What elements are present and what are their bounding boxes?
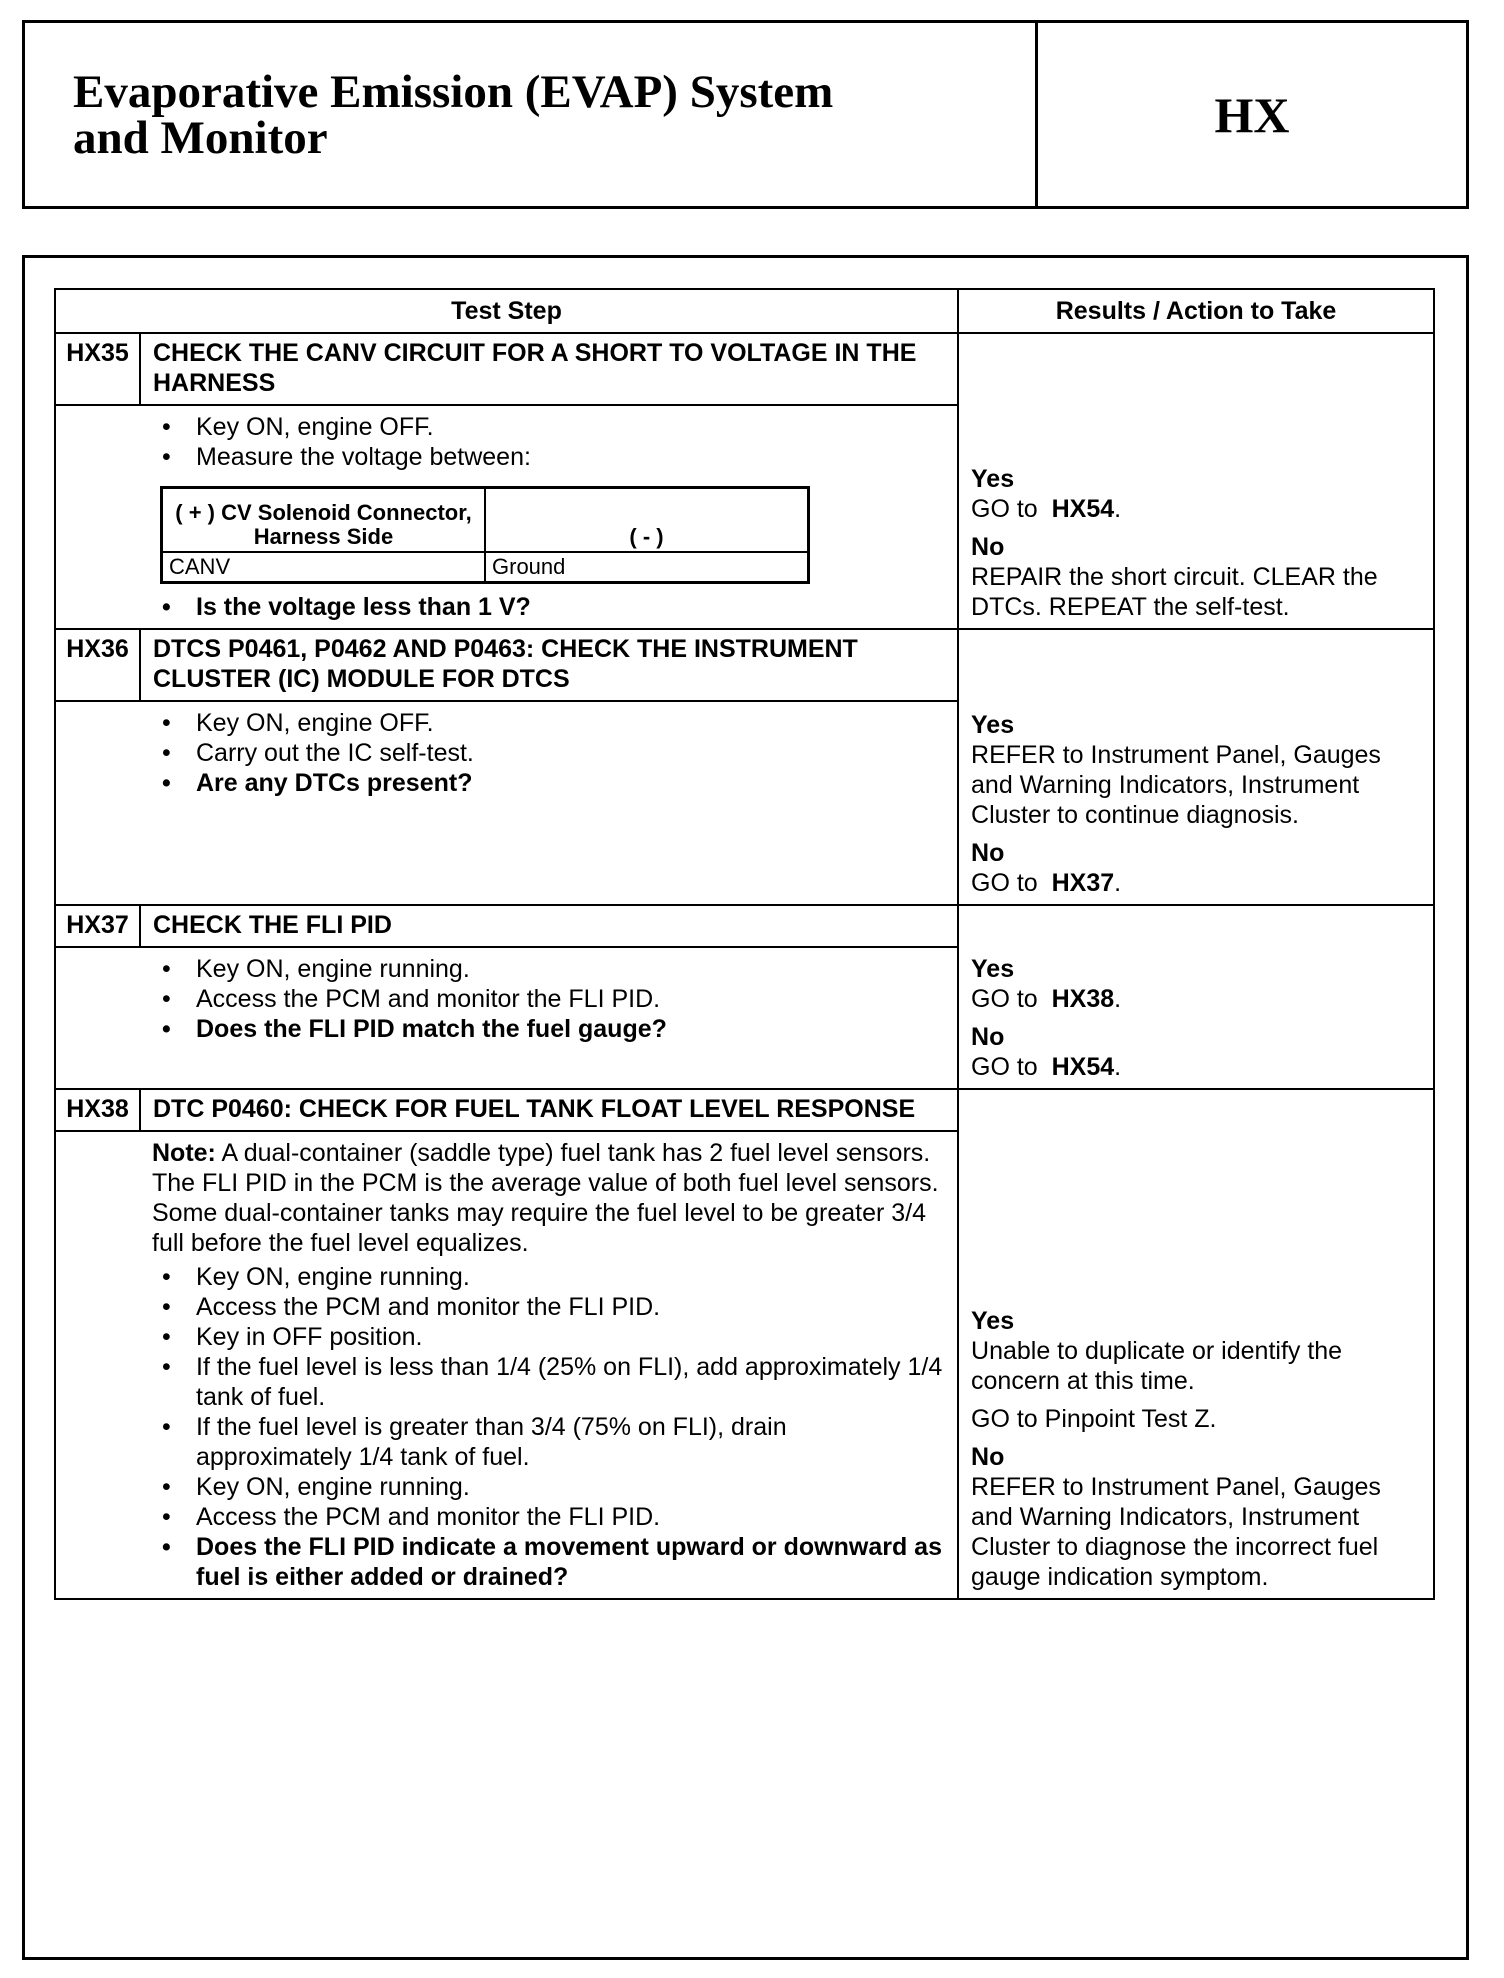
step-id: HX38 xyxy=(55,1089,140,1131)
result-no-label: No xyxy=(971,839,1005,867)
step-content xyxy=(140,405,958,629)
action-item: • If the fuel level is greater than 3/4 (75% on FLI), drain approximately 1/4 tank of fuel. xyxy=(152,1412,947,1472)
measurement-header-negative: ( - ) xyxy=(485,488,809,553)
step-id: HX37 xyxy=(55,905,140,947)
result-no-text: GO to xyxy=(971,869,1038,897)
action-item: • Key ON, engine OFF. xyxy=(152,412,947,442)
step-title: DTCS P0461, P0462 AND P0463: CHECK THE INSTRUMENT CLUSTER (IC) MODULE FOR DTCS xyxy=(140,629,958,701)
step-question: • Does the FLI PID indicate a movement upward or downward as fuel is either added or drained? xyxy=(152,1532,947,1592)
result-no-label: No xyxy=(971,1023,1005,1051)
result-yes-label: Yes xyxy=(971,955,1015,983)
result-no-text: REPAIR the short circuit. CLEAR the DTCs. REPEAT the self-test. xyxy=(971,563,1378,621)
result-yes-label: Yes xyxy=(971,465,1015,493)
action-item: • Access the PCM and monitor the FLI PID. xyxy=(152,1502,947,1532)
result-yes-text: GO to xyxy=(971,985,1038,1013)
step-content xyxy=(140,947,958,1089)
action-item: • Key ON, engine running. xyxy=(152,1262,947,1292)
action-list xyxy=(152,1262,947,1592)
note-text: A dual-container (saddle type) fuel tank has 2 fuel level sensors. The FLI PID in the PCM is the average value of both fuel level sensors. Some dual-container tanks may require the fuel level to be greater 3/4 full before the fuel level equalizes. xyxy=(152,1139,939,1257)
result-yes-target[interactable]: HX54 xyxy=(1051,495,1115,523)
step-note xyxy=(152,1138,947,1258)
result-no-label: No xyxy=(971,1443,1005,1471)
step-title: CHECK THE FLI PID xyxy=(140,905,958,947)
action-list xyxy=(152,954,947,1044)
step-results xyxy=(958,1089,1434,1599)
column-header-results: Results / Action to Take xyxy=(958,289,1434,333)
step-id-spacer xyxy=(55,701,140,905)
step-title-row xyxy=(55,1089,1434,1131)
action-item: • Measure the voltage between: xyxy=(152,442,947,472)
action-item: • Access the PCM and monitor the FLI PID. xyxy=(152,984,947,1014)
step-id: HX35 xyxy=(55,333,140,405)
result-yes-target[interactable]: HX38 xyxy=(1051,985,1115,1013)
measurement-cell: CANV xyxy=(162,552,486,583)
step-id-spacer xyxy=(55,947,140,1089)
page-title xyxy=(73,66,1033,164)
section-code: HX xyxy=(1214,86,1290,143)
step-title-row xyxy=(55,333,1434,405)
action-item: • Key ON, engine OFF. xyxy=(152,708,947,738)
action-item: • Key ON, engine running. xyxy=(152,1472,947,1502)
test-step-table xyxy=(54,288,1435,1600)
result-yes-text: REFER to Instrument Panel, Gauges and Warning Indicators, Instrument Cluster to continue diagnosis. xyxy=(971,741,1381,829)
result-no-target[interactable]: HX54 xyxy=(1051,1053,1115,1081)
page-title-line-2: and Monitor xyxy=(73,112,328,164)
step-content xyxy=(140,701,958,905)
step-title: DTC P0460: CHECK FOR FUEL TANK FLOAT LEVEL RESPONSE xyxy=(140,1089,958,1131)
step-content xyxy=(140,1131,958,1599)
action-item: • Access the PCM and monitor the FLI PID. xyxy=(152,1292,947,1322)
step-results: Yes REFER to Instrument Panel, Gauges and Warning Indicators, Instrument Cluster to continue diagnosis. No GO to HX37. xyxy=(958,629,1434,905)
step-title-row xyxy=(55,905,1434,947)
result-yes-label: Yes xyxy=(971,1307,1015,1335)
result-yes-text: GO to xyxy=(971,495,1038,523)
result-yes-text: Unable to duplicate or identify the concern at this time. xyxy=(971,1337,1343,1395)
step-results: Yes GO to HX54. No REPAIR the short circuit. CLEAR the DTCs. REPEAT the self-test. xyxy=(958,333,1434,629)
step-title-row xyxy=(55,629,1434,701)
step-question: • Is the voltage less than 1 V? xyxy=(152,592,947,622)
measurement-table xyxy=(160,486,810,584)
action-list xyxy=(152,708,947,798)
action-item: • If the fuel level is less than 1/4 (25% on FLI), add approximately 1/4 tank of fuel. xyxy=(152,1352,947,1412)
step-id: HX36 xyxy=(55,629,140,701)
question-list xyxy=(152,592,947,622)
step-question: • Does the FLI PID match the fuel gauge? xyxy=(152,1014,947,1044)
result-yes-text-2: GO to Pinpoint Test Z. xyxy=(971,1405,1217,1433)
table-header-row xyxy=(55,289,1434,333)
result-no-text: GO to xyxy=(971,1053,1038,1081)
result-no-target[interactable]: HX37 xyxy=(1051,869,1115,897)
step-question: • Are any DTCs present? xyxy=(152,768,947,798)
measurement-header-positive: ( + ) CV Solenoid Connector, Harness Side xyxy=(162,488,486,553)
measurement-cell: Ground xyxy=(485,552,809,583)
step-id-spacer xyxy=(55,405,140,629)
result-no-label: No xyxy=(971,533,1005,561)
action-item: • Key in OFF position. xyxy=(152,1322,947,1352)
note-label: Note: xyxy=(152,1139,216,1167)
column-header-test-step: Test Step xyxy=(55,289,958,333)
step-id-spacer xyxy=(55,1131,140,1599)
action-item: • Carry out the IC self-test. xyxy=(152,738,947,768)
step-title: CHECK THE CANV CIRCUIT FOR A SHORT TO VOLTAGE IN THE HARNESS xyxy=(140,333,958,405)
action-item: • Key ON, engine running. xyxy=(152,954,947,984)
result-no-text: REFER to Instrument Panel, Gauges and Warning Indicators, Instrument Cluster to diagnose the incorrect fuel gauge indication symptom. xyxy=(971,1473,1381,1591)
page-header xyxy=(22,20,1469,209)
result-yes-label: Yes xyxy=(971,711,1015,739)
step-results: Yes GO to HX38. No GO to HX54. xyxy=(958,905,1434,1089)
page-title-line-1: Evaporative Emission (EVAP) System xyxy=(73,66,834,118)
action-list xyxy=(152,412,947,472)
